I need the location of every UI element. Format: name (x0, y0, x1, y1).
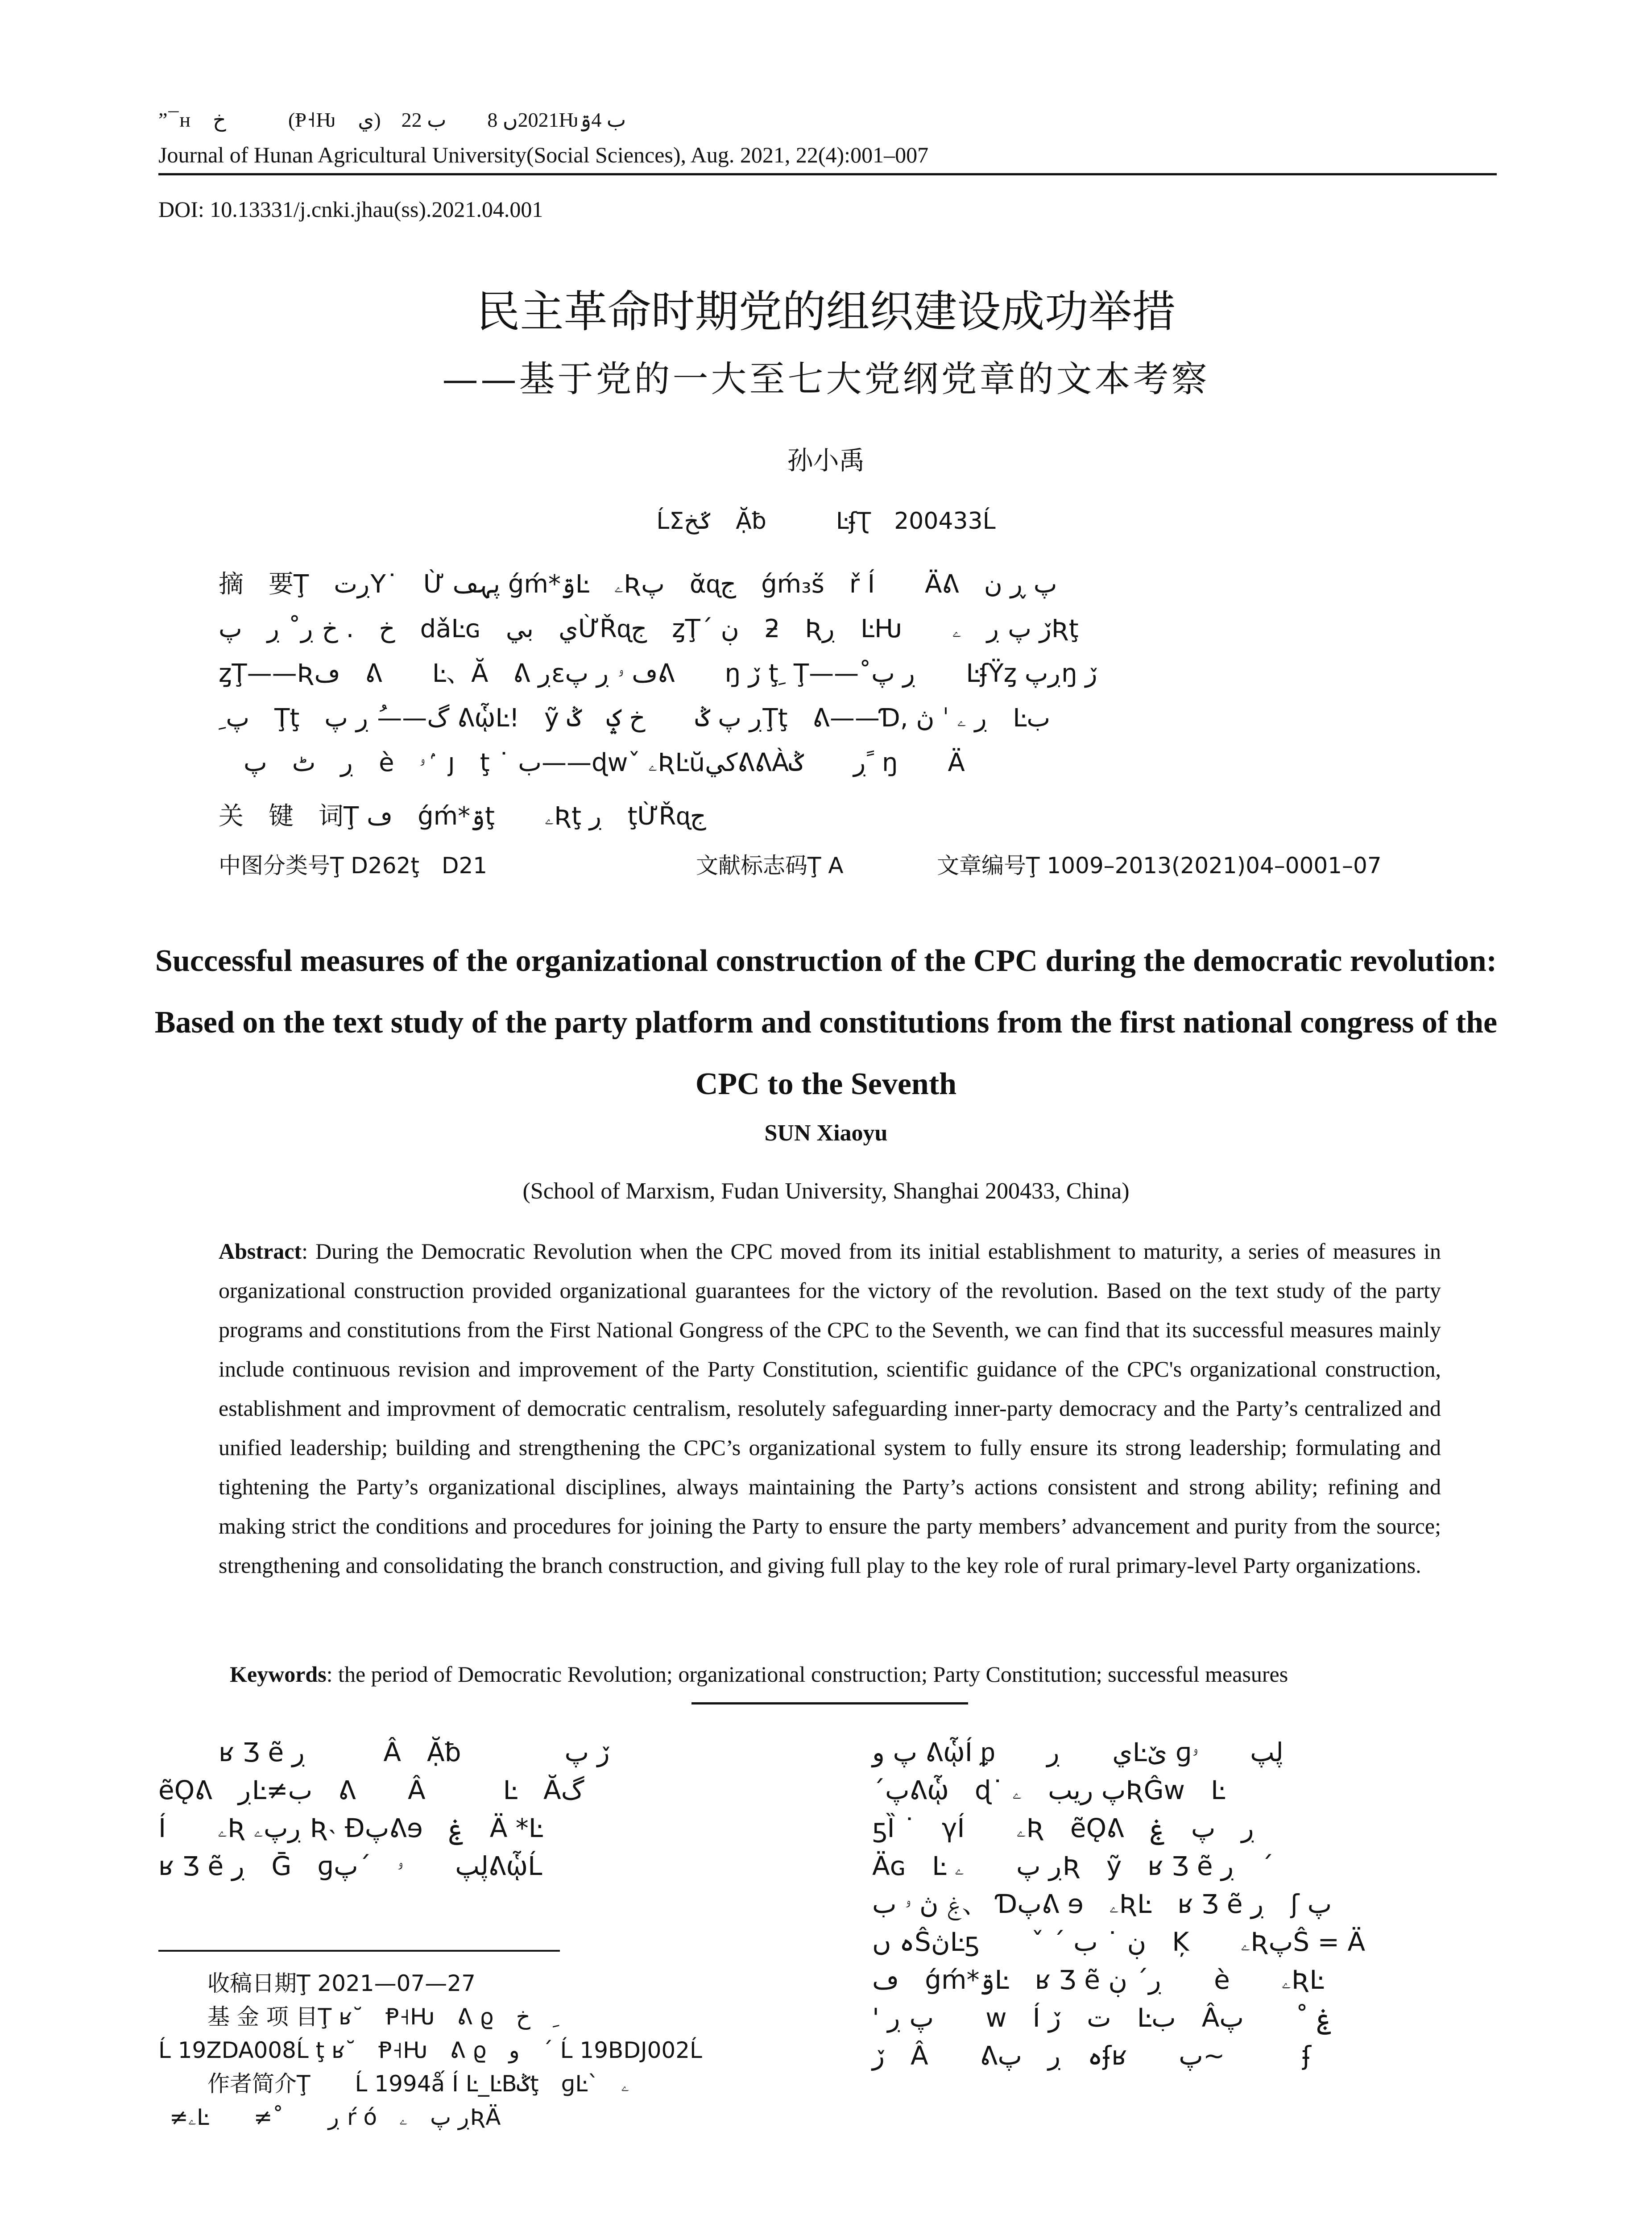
body-right-line: ڒ Â ᕕہ ڔ پʄʁ پ~ ʄ (872, 2040, 1311, 2071)
abstract-zh-line: ڔ ٹ پ è ۥ ۢ ȷ ţ ˙ ب——ɖwˇ ۦƦĿŭکيᕕᕕÀڔ ݣ ً ŋ Ä (219, 748, 965, 777)
author-en: SUN Xiaoyu (764, 1120, 888, 1146)
abstract-text: : During the Democratic Revolution when the CPC moved from its initial establishment to maturity, a series of measures in organizational construction provided organizational guarantees for the victory of the revolution. Based on the text study of the party programs and constitutions from the First National Gongress of the CPC to the Seventh, we can find that its successful measures mainly include continuous revision and improvement of the Party Constitution, scientific guidance of the CPC's organizational construction, establishment and improvment of democratic centralism, resolutely safeguarding inner-party democracy and the Party’s centralized and unified leadership; building and strengthening the CPC’s organizational system to fully ensure its strong leadership; formulating and tightening the Party’s organizational disciplines, always maintaining the Party’s actions consistent and strong ability; refining and making strict the conditions and procedures for joining the Party to ensure the party members’ advancement and purity from the source; strengthening and consolidating the branch construction, and giving full play to the key role of rural primary-level Party organizations. (219, 1239, 1441, 1578)
footnote-line: Ĺ 19ZDA008Ĺ ţ ʁ˘ Ᵽ˧Ƕ ᕕ ϱ و ˊ Ĺ 19BDJ002Ĺ (158, 2037, 702, 2063)
keywords-zh: 关 键 词Ţ ڡ ǵḿ*ۊţ ۦƦţ ڔ ţỪŘᶐج (219, 802, 706, 831)
abstract-zh-line: خ . خ ڔ˚ ڔ پ dǎĿɢ ي بيỪŘᶐج ȥŢ΄ ڹ ƻ Ʀڔ ĿǶ ڒ پ ڔ ۦƦţ (219, 614, 1079, 643)
keywords-label: Keywords (230, 1662, 327, 1687)
paper-title-zh: 民主革命时期党的组织建设成功举措 (476, 286, 1176, 337)
body-left-line: ẽǪᕕ ڔĿ≠ب ᕕ Â Ŀ Ăگ (158, 1775, 584, 1805)
paper-subtitle-zh: ——基于党的一大至七大党纲党章的文本考察 (442, 358, 1210, 400)
abstract-zh-line: 摘 要Ţ ڔتY˙ Ừ پہڡ ǵḿ*ۊĿ ۦƦپ ᾰᶐج ǵḿ₃ṥ ř Í Äᕕ پ ڕ ن (219, 570, 1057, 599)
body-right-line: ˊپᕕᾧ ɖ˙ پ ريب ۦƦĜw Ŀ (872, 1775, 1226, 1805)
body-right-line: ۼ ڽ ۥ ب、 Ɗپᕕ ɘ ۦƦĿ ʁ Ʒ ẽ ڔ ʃ پ (872, 1889, 1332, 1919)
article-number: 文章编号Ţ 1009–2013(2021)04–0001–07 (937, 853, 1382, 879)
body-right-line: Äɢ Ŀ ڔ پ ۦƦ ỹ ʁ Ʒ ẽ ڔ ˊ (872, 1851, 1274, 1881)
body-left-line: Í ۦƦ ڔپۦ Ʀ˴ Ɖپᕕɘ ۼ Ä *Ŀ (158, 1813, 543, 1843)
affiliation-en: (School of Marxism, Fudan University, Shanghai 200433, China) (522, 1178, 1130, 1204)
footnote-line: 作者简介Ţ Ĺ 1994ǻ Í Ŀ_ĿBݣţ ɡĿ` ۦ (207, 2071, 630, 2097)
doi-line: DOI: 10.13331/j.cnki.jhau(ss).2021.04.001 (158, 197, 543, 222)
journal-header-zh: ”¯ʜ خ ُ (Ᵽ˧Ƕ ي) 2021ں 8 ب 22Ƕب 4ۊ (158, 108, 626, 131)
document-code: 文献标志码Ţ A (696, 853, 844, 879)
body-right-line: پ و ᕕᾧÍ ᵱ ي ڔĿێ ɡڸپ ۥ (872, 1737, 1284, 1767)
header-rule (158, 173, 1497, 175)
section-divider (691, 1702, 968, 1704)
body-right-line: ہ ںŜڽĿƽ ˇ ˊ ڹ ˙ ب Ķ ۦƦپŜ = Ä (872, 1927, 1366, 1957)
keywords-text: : the period of Democratic Revolution; organizational construction; Party Constitution; successful measures (326, 1662, 1288, 1687)
footnote-rule (158, 1950, 560, 1952)
journal-header-en: Journal of Hunan Agricultural University(Social Sciences), Aug. 2021, 22(4):001–007 (158, 142, 929, 167)
footnote-line: 收稿日期Ţ 2021—07—27 (207, 1970, 476, 1996)
body-left-line: ʁ Ʒ ẽ ڔ Ḡ ɡڸپ ۥ ˊپᕕᾧĹ (158, 1851, 542, 1881)
abstract-zh-line: ِ پ Ţţ گ——ُ ڔ پ ᕕᾧĿ! ỹ ڔ پ ݣ خ ݤ ݣŢţ ᕕ——Ɗ, ڔ ۦ ˈ ڽ Ŀب (219, 704, 1051, 733)
body-right-line: ' پ ڔ w Í ت ڒ Ŀب Âۼ ˚ پ (872, 2003, 1332, 2033)
affiliation-zh: ĹΣػخ Ặƀ ĿʄƮ 200433Ĺ (656, 508, 996, 535)
body-right-line: ƽȈ ˙ γÍ ۦƦ ẽǪᕕ ڔ پ ۼ (872, 1813, 1255, 1843)
body-left-line: ʁ Ʒ ẽ ڔ Â Ặƀ ڒ پ (219, 1737, 610, 1767)
abstract-label: Abstract (219, 1239, 302, 1264)
paper-title-en: Successful measures of the organizational construction of the CPC during the democratic revolution: Based on the text study of the party platform and constitutions from the first national congress of the CPC to the Seventh (154, 944, 1498, 1101)
footnote-line: 基 金 项 目Ţ ʁ˘ Ᵽ˧Ƕ ᕕ ϱ خ ِ (207, 2004, 559, 2030)
author-zh: 孙小禹 (787, 445, 865, 476)
clc-number: 中图分类号Ţ D262ţ D21 (219, 853, 488, 879)
keywords-en (219, 1635, 1468, 1687)
footnote-line: ≠ۦĿ ≠˚ ڔ ŕ ó ڔ پ ۦƦÄ (170, 2104, 501, 2130)
abstract-en (219, 1232, 1441, 1585)
body-right-line: ڡ ǵḿ*ۊĿ ʁ Ʒ ẽ ڔ΄ ڹ è ۦƦĿ (872, 1965, 1324, 1995)
abstract-zh-line: ȥŢ——Ʀڡ ᕕ Ŀ、Ă ᕕ ڔɛڡ ۥ ڔ پᕕ ŋ ڒ ţ ِ Ţ——˚ڔ پ ĿʄŸȥ ڔپŋ ڒ (219, 659, 1097, 688)
